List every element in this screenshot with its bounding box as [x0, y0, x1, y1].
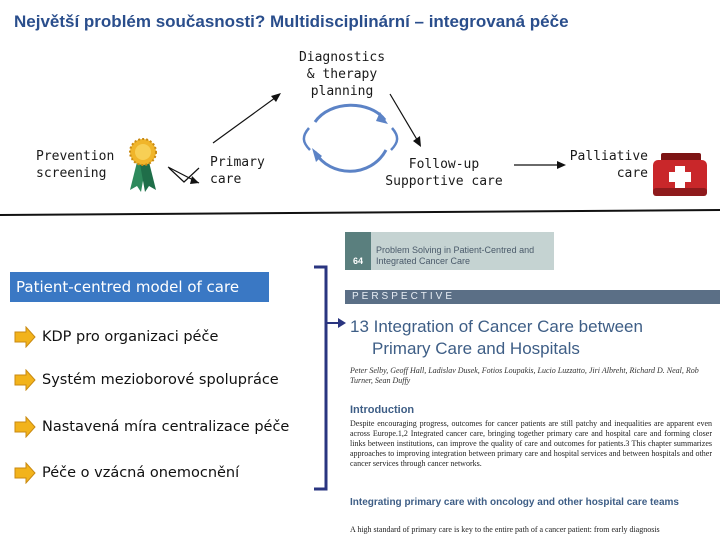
- orange-arrow-icon: [14, 369, 36, 391]
- flow-diagram-graphics: [0, 0, 720, 230]
- chapter-title: [350, 316, 643, 360]
- model-item-label: KDP pro organizaci péče: [42, 329, 219, 345]
- book-header: [345, 232, 554, 270]
- orange-arrow-icon: [14, 416, 36, 438]
- arrow-primary-to-diagnostics: [213, 95, 279, 143]
- bracket-connector: [310, 265, 350, 495]
- book-page-excerpt: [345, 232, 720, 540]
- cycle-arrows-icon: [304, 105, 397, 171]
- orange-arrow-icon: [14, 462, 36, 484]
- palliative-label: Palliative care: [569, 149, 648, 181]
- model-item: [14, 325, 218, 349]
- diagnostics-label: Diagnostics & therapy planning: [298, 50, 386, 99]
- intro-heading: Introduction: [350, 404, 415, 416]
- model-item-label: Nastavená míra centralizace péče: [42, 419, 290, 435]
- authors: Peter Selby, Geoff Hall, Ladislav Dusek, Fotios Loupakis, Lucio Luzzatto, Jiri Albreht, Richard D. Neal, Rob Turner, Sean Duffy: [350, 366, 699, 385]
- book-page-number: 64: [345, 232, 371, 270]
- prevention-screening-label: Prevention screening: [36, 149, 115, 181]
- arrow-diagnostics-to-followup: [390, 94, 419, 143]
- separator-line: [0, 210, 720, 215]
- model-item: [14, 461, 239, 485]
- section-subheading: Integrating primary care with oncology and other hospital care teams: [350, 497, 679, 508]
- first-aid-kit-icon: [653, 153, 707, 196]
- intro-paragraph: Despite encouraging progress, outcomes for cancer patients are still patchy and inequalities are apparent even across Europe.1,2 Integrated cancer care, bringing together primary care and hospital care and forming closer links between institutions, can improve the quality of care and outcomes for patients.3 This chapter summarizes approaches to improving integration between primary care and hospital services and between hospitals and other cancer services through cancer networks.: [350, 419, 712, 468]
- model-item: [14, 368, 279, 392]
- award-ribbon-icon: [130, 139, 156, 192]
- model-item-label: Systém mezioborové spolupráce: [42, 372, 279, 388]
- slide-title: Největší problém současnosti? Multidisciplinární – integrovaná péče: [14, 12, 569, 31]
- perspective-banner: PERSPECTIVE: [345, 290, 720, 304]
- followup-label: Follow-up Supportive care: [385, 157, 503, 189]
- chapter-title-line2: Primary Care and Hospitals: [372, 339, 580, 358]
- orange-arrow-icon: [14, 326, 36, 348]
- book-header-title: Problem Solving in Patient-Centred and Integrated Cancer Care: [376, 245, 535, 266]
- model-item-label: Péče o vzácná onemocnění: [42, 465, 240, 481]
- chapter-title-line1: 13 Integration of Cancer Care between: [350, 317, 643, 336]
- patient-centred-model-heading: Patient-centred model of care: [10, 272, 269, 302]
- primary-care-label: Primary care: [210, 155, 265, 187]
- model-item: [14, 415, 289, 439]
- body-text-line: A high standard of primary care is key to the entire path of a cancer patient: from early diagnosis: [350, 525, 660, 534]
